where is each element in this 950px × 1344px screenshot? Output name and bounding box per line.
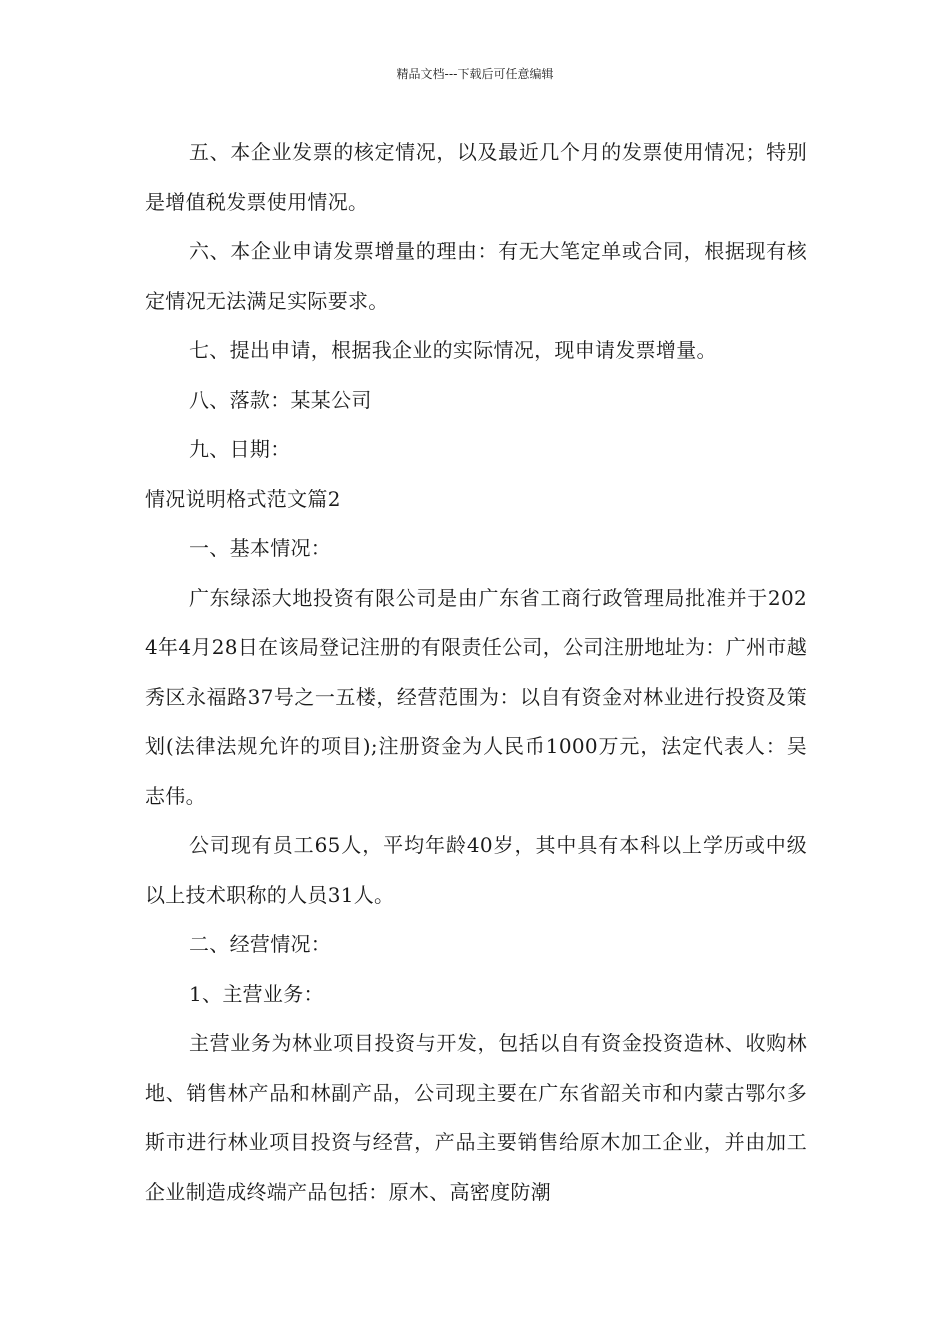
section-title: 情况说明格式范文篇2: [145, 486, 341, 511]
heading-operations: 二、经营情况：: [189, 932, 332, 956]
paragraph-invoice-verification: 五、本企业发票的核定情况，以及最近几个月的发票使用情况；特别是增值税发票使用情况。: [145, 140, 807, 214]
paragraph-date: 九、日期：: [189, 437, 291, 461]
paragraph-signature: 八、落款：某某公司: [189, 387, 372, 412]
heading-main-business: 1、主营业务：: [189, 981, 324, 1006]
paragraph-main-business: 主营业务为林业项目投资与开发，包括以自有资金投资造林、收购林地、销售林产品和林副产品，公司现主要在广东省韶关市和内蒙古鄂尔多斯市进行林业项目投资与经营，产品主要销售给原木加工企业，并由加工企业制造成终端产品包括：原木、高密度防潮: [145, 1031, 807, 1204]
paragraph-company-intro: 广东绿添大地投资有限公司是由广东省工商行政管理局批准并于2024年4月28日在该局登记注册的有限责任公司，公司注册地址为：广州市越秀区永福路37号之一五楼，经营范围为：以自有资金对林业进行投资及策划(法律法规允许的项目);注册资金为人民币1000万元，法定代表人：吴志伟。: [145, 585, 807, 808]
heading-basic-info: 一、基本情况：: [189, 536, 332, 560]
paragraph-increase-reason: 六、本企业申请发票增量的理由：有无大笔定单或合同，根据现有核定情况无法满足实际要求。: [145, 239, 807, 313]
paragraph-application: 七、提出申请，根据我企业的实际情况，现申请发票增量。: [189, 338, 717, 362]
page-header: 精品文档---下载后可任意编辑: [396, 67, 554, 81]
document-body: [145, 128, 807, 1217]
paragraph-staff: 公司现有员工65人，平均年龄40岁，其中具有本科以上学历或中级以上技术职称的人员31人。: [145, 833, 807, 907]
